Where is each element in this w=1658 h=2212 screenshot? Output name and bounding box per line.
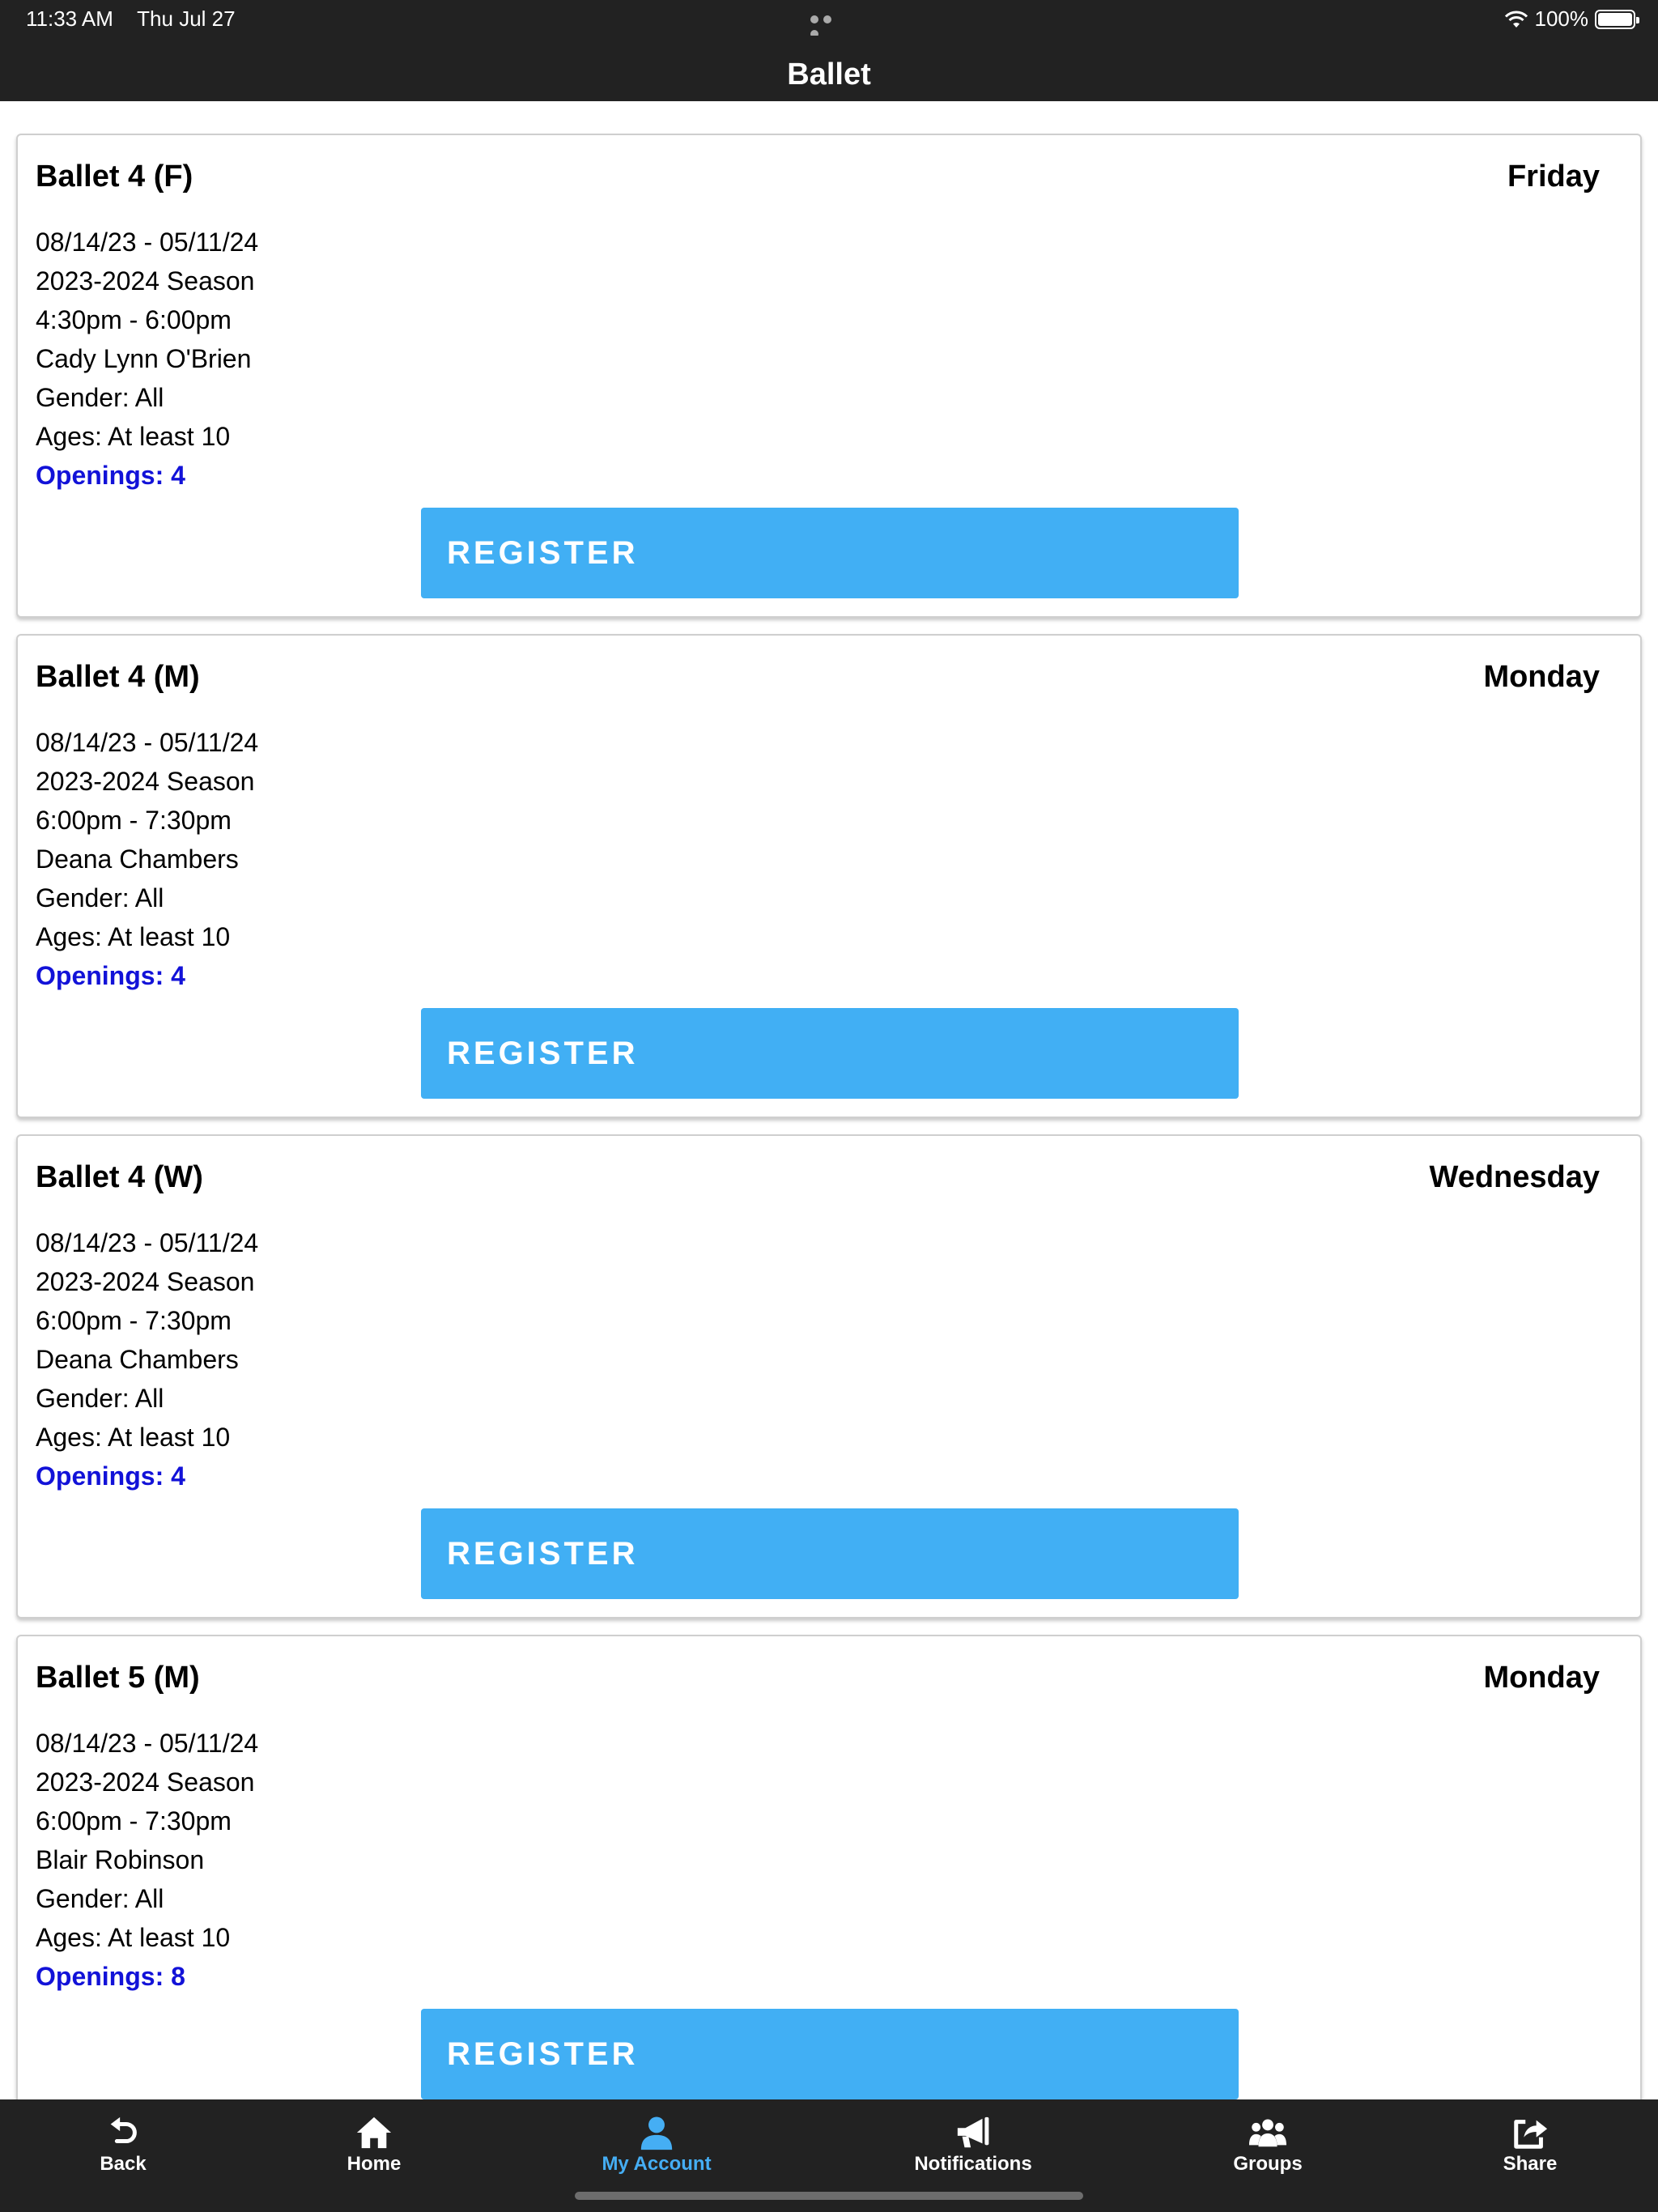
home-indicator[interactable] — [575, 2192, 1083, 2200]
class-ages: Ages: At least 10 — [36, 1423, 231, 1452]
class-day: Monday — [1483, 1661, 1600, 1695]
class-openings: Openings: 4 — [36, 461, 185, 490]
status-time: 11:33 AM — [26, 6, 113, 31]
user-icon — [638, 2114, 675, 2151]
class-instructor: Deana Chambers — [36, 844, 239, 874]
class-time: 6:00pm - 7:30pm — [36, 806, 232, 835]
navigation-header — [0, 36, 1658, 101]
tab-label: My Account — [602, 2153, 712, 2175]
register-button[interactable]: REGISTER — [421, 508, 1239, 598]
class-name: Ballet 5 (M) — [36, 1661, 200, 1695]
tab-label: Groups — [1233, 2153, 1303, 2175]
tab-notifications[interactable] — [868, 2114, 1078, 2176]
register-button[interactable]: REGISTER — [421, 1008, 1239, 1099]
class-dates: 08/14/23 - 05/11/24 — [36, 1228, 259, 1257]
class-time: 4:30pm - 6:00pm — [36, 305, 232, 334]
tab-label: Back — [100, 2153, 147, 2175]
tab-label: Notifications — [914, 2153, 1032, 2175]
class-ages: Ages: At least 10 — [36, 1923, 231, 1952]
class-dates: 08/14/23 - 05/11/24 — [36, 1729, 259, 1758]
class-gender: Gender: All — [36, 383, 164, 412]
class-card — [16, 1635, 1642, 2099]
register-button[interactable]: REGISTER — [421, 2009, 1239, 2099]
class-dates: 08/14/23 - 05/11/24 — [36, 728, 259, 757]
class-openings: Openings: 4 — [36, 1461, 185, 1491]
class-day: Friday — [1507, 160, 1600, 194]
class-season: 2023-2024 Season — [36, 1767, 255, 1797]
class-season: 2023-2024 Season — [36, 266, 255, 296]
home-icon — [355, 2114, 393, 2151]
class-gender: Gender: All — [36, 1884, 164, 1913]
class-season: 2023-2024 Season — [36, 767, 255, 796]
class-instructor: Deana Chambers — [36, 1345, 239, 1374]
wifi-icon — [1504, 10, 1528, 29]
class-season: 2023-2024 Season — [36, 1267, 255, 1296]
class-openings: Openings: 8 — [36, 1962, 185, 1991]
class-gender: Gender: All — [36, 1384, 164, 1413]
back-icon — [104, 2114, 142, 2151]
class-name: Ballet 4 (F) — [36, 160, 193, 194]
class-time: 6:00pm - 7:30pm — [36, 1306, 232, 1335]
groups-icon — [1249, 2114, 1286, 2151]
class-card — [16, 1134, 1642, 1619]
class-dates: 08/14/23 - 05/11/24 — [36, 228, 259, 257]
register-button[interactable]: REGISTER — [421, 1508, 1239, 1599]
tab-home[interactable] — [269, 2114, 479, 2176]
battery-icon — [1595, 10, 1635, 29]
class-gender: Gender: All — [36, 883, 164, 912]
tab-label: Share — [1503, 2153, 1558, 2175]
status-bar — [0, 0, 1658, 36]
page-title: Ballet — [787, 57, 871, 91]
class-openings: Openings: 4 — [36, 961, 185, 990]
tab-my-account[interactable] — [551, 2114, 762, 2176]
class-card — [16, 134, 1642, 618]
class-ages: Ages: At least 10 — [36, 422, 231, 451]
multitasking-dots-icon[interactable] — [810, 13, 848, 23]
class-day: Monday — [1483, 660, 1600, 694]
share-icon — [1511, 2114, 1549, 2151]
class-time: 6:00pm - 7:30pm — [36, 1806, 232, 1836]
tab-groups[interactable] — [1163, 2114, 1373, 2176]
class-instructor: Cady Lynn O'Brien — [36, 344, 252, 373]
megaphone-icon — [954, 2114, 992, 2151]
class-day: Wednesday — [1429, 1160, 1600, 1194]
class-instructor: Blair Robinson — [36, 1845, 205, 1874]
status-indicators — [1504, 6, 1636, 32]
class-card — [16, 634, 1642, 1118]
class-name: Ballet 4 (W) — [36, 1160, 203, 1194]
tab-share[interactable] — [1425, 2114, 1635, 2176]
tab-label: Home — [346, 2153, 402, 2175]
class-ages: Ages: At least 10 — [36, 922, 231, 951]
class-name: Ballet 4 (M) — [36, 660, 200, 694]
status-date: Thu Jul 27 — [137, 6, 236, 31]
tab-back[interactable] — [18, 2114, 228, 2176]
battery-percent: 100% — [1534, 6, 1588, 31]
class-list[interactable] — [0, 101, 1658, 2099]
status-time-date — [26, 6, 236, 32]
